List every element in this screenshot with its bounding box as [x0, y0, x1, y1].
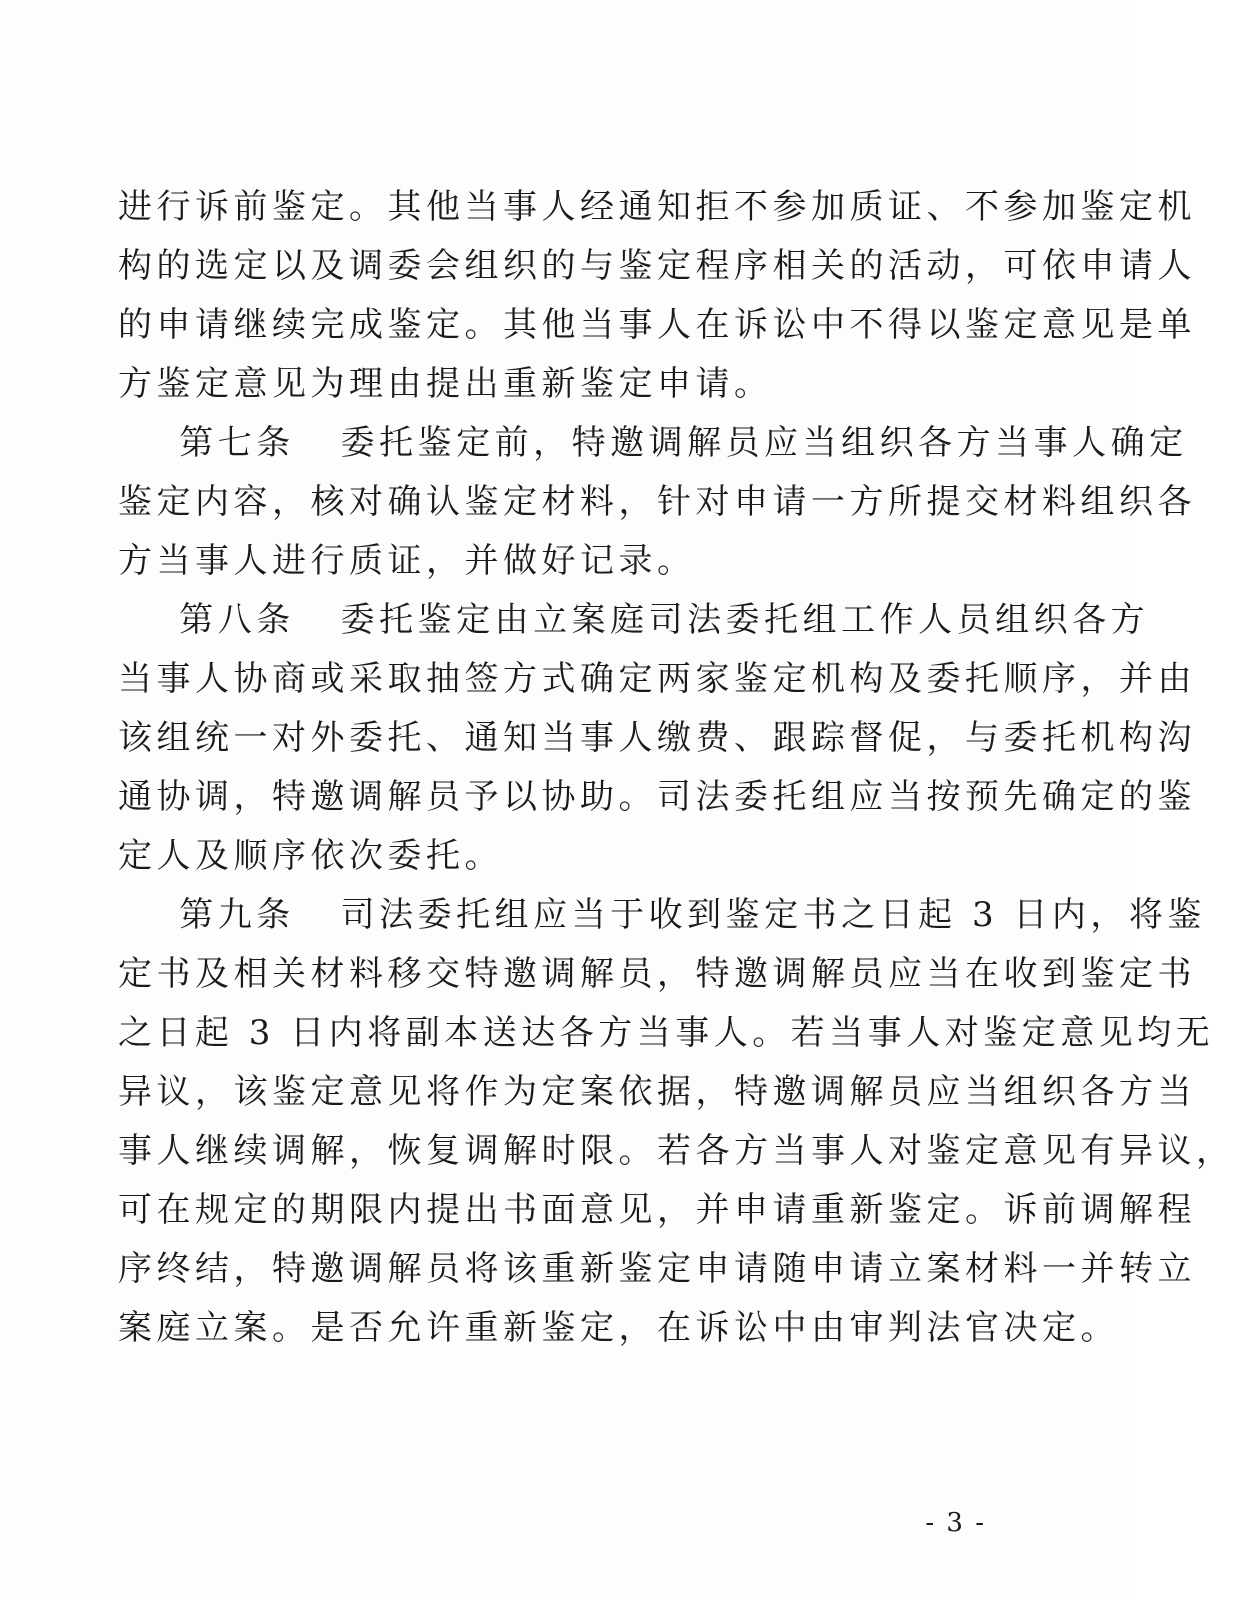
text-line: 构的选定以及调委会组织的与鉴定程序相关的活动，可依申请人 — [118, 246, 1196, 286]
page-number: - 3 - — [925, 1508, 986, 1538]
article-7-heading-line: 第七条 委托鉴定前，特邀调解员应当组织各方当事人确定 — [118, 423, 1188, 463]
article-8-heading-line: 第八条 委托鉴定由立案庭司法委托组工作人员组织各方 — [118, 600, 1150, 640]
text-line: 鉴定内容，核对确认鉴定材料，针对申请一方所提交材料组织各 — [118, 482, 1196, 522]
text-line: 之日起 3 日内将副本送达各方当事人。若当事人对鉴定意见均无 — [118, 1013, 1215, 1053]
text-line: 进行诉前鉴定。其他当事人经通知拒不参加质证、不参加鉴定机 — [118, 187, 1196, 227]
text-line: 异议，该鉴定意见将作为定案依据，特邀调解员应当组织各方当 — [118, 1072, 1196, 1112]
text-line: 方鉴定意见为理由提出重新鉴定申请。 — [118, 364, 773, 404]
text-line: 案庭立案。是否允许重新鉴定，在诉讼中由审判法官决定。 — [118, 1308, 1119, 1348]
text-line: 当事人协商或采取抽签方式确定两家鉴定机构及委托顺序，并由 — [118, 659, 1196, 699]
text-line: 定人及顺序依次委托。 — [118, 836, 503, 876]
text-line: 可在规定的期限内提出书面意见，并申请重新鉴定。诉前调解程 — [118, 1190, 1196, 1230]
text-line: 通协调，特邀调解员予以协助。司法委托组应当按预先确定的鉴 — [118, 777, 1196, 817]
text-line: 事人继续调解，恢复调解时限。若各方当事人对鉴定意见有异议， — [118, 1131, 1235, 1171]
body-text — [118, 178, 1235, 1358]
article-9-heading-line: 第九条 司法委托组应当于收到鉴定书之日起 3 日内，将鉴 — [118, 895, 1206, 935]
text-line: 该组统一对外委托、通知当事人缴费、跟踪督促，与委托机构沟 — [118, 718, 1196, 758]
text-line: 的申请继续完成鉴定。其他当事人在诉讼中不得以鉴定意见是单 — [118, 305, 1196, 345]
text-line: 方当事人进行质证，并做好记录。 — [118, 541, 696, 581]
text-line: 定书及相关材料移交特邀调解员，特邀调解员应当在收到鉴定书 — [118, 954, 1196, 994]
text-line: 序终结，特邀调解员将该重新鉴定申请随申请立案材料一并转立 — [118, 1249, 1196, 1289]
